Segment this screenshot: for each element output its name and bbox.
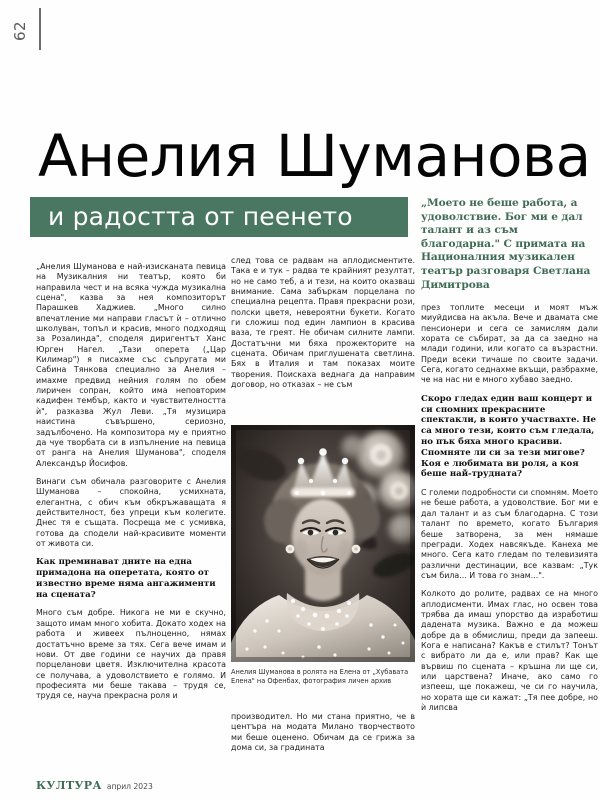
article-deck: „Моето не беше работа, а удоволствие. Бог ми е дал талант и аз съм благодарна." С примата на Националния музикален театър разговаря Светлана Димитрова xyxy=(421,197,591,291)
photo-caption: Анелия Шуманова в ролята на Елена от „Хубавата Елена" на Офенбах, фотография личен архив xyxy=(231,668,409,686)
folio xyxy=(8,8,48,68)
article-photo xyxy=(231,425,415,662)
footer-date: април 2023 xyxy=(106,782,153,791)
paragraph: Много съм добре. Никога не ми е скучно, защото имам много хобита. Докато ходех на работа и живеех пълноценно, нямах достатъчно време за тях. Сега вече имам и нови. От две години се научих да правя порцеланови цветя. Изключителна красота се получава, а удоволствието е голямо. И професията ми беше такава – трудя се, трудя се, науча прекрасна роля и xyxy=(36,608,226,701)
paragraph: С големи подробности си спомням. Моето не беше работа, а удоволствие. Бог ми е дал талант и аз съм благодарна. С този талант по времето, когато България беше затворена, за мен нямаше прегради. Ходех навсякъде. Канеха ме много. Сега като гледам по телевизията различни дестинации, все казвам: „Тук съм била... И това го знам...". xyxy=(421,488,598,580)
paragraph: производител. Но ми стана приятно, че в центъра на модата Милано творчеството ми беше оценено. Обичам да се грижа за дома си, за градината xyxy=(231,712,415,753)
article-column-2-continued xyxy=(231,712,415,753)
page-number: 62 xyxy=(11,20,29,42)
paragraph: Колкото до ролите, радвах се на много аплодисменти. Имах глас, но освен това трябва да имаш упорство да изработиш дадената музика. Важно е да можеш добре да в обмислиш, преди да запееш. Кога е написана? Какъв е стилът? Тонът с вибрато ли да е, или прав? Как ще вървиш по сцената – кръшна ли ще си, или царствена? Иначе, ако само го изпееш, ще покажеш, че си го научила, но хората ще си кажат: „Тя пее добре, но ѝ липсва xyxy=(421,589,598,712)
subhead-banner xyxy=(30,197,408,237)
interview-question: Скоро гледах един ваш концерт и си спомних прекрасните спектакли, в които участвахте. Не са много тези, които съм гледала, но пък бяха много красиви. Спомняте ли си за тези мигове? Коя е любимата ви роля, а коя беше най-трудната? xyxy=(421,393,596,480)
portrait-image xyxy=(231,425,415,662)
subhead-text: и радостта от пеенето xyxy=(48,202,353,231)
paragraph: след това се радвам на аплодисментите. Така е и тук – радва те крайният резултат, но не само теб, а и тези, на които оказваш внимание. Сама забъркам порцелана по специална рецепта. Правя прекрасни рози, полски цветя, невероятни букети. Когато ги сложиш под един лампион в красива ваза, те греят. Не обичам силните лампи. Достатъчни ми бяха прожекторите на сцената. Обичам приглушената светлина. Бях в Италия и там показах моите творения. Поискаха веднага да направим договор, но отказах – не съм xyxy=(231,256,415,390)
interview-question: Как преминават дните на една примадона на оперетата, която от известно време няма ангажименти на сцената? xyxy=(36,557,216,600)
footer-brand: КУЛТУРА xyxy=(36,779,102,792)
paragraph: „Анелия Шуманова е най-изисканата певица на Музикалния ни театър, която би направила чест и на всяка чужда музикална сцена", казва за нея композиторът Парашкев Хаджиев. „Много силно впечатление ми направи гласът ѝ – отлично школуван, топъл и красив, много подходящ за Розалинда", споделя диригентът Ханс Юрген Нагел. „Тази оперета („Цар Килимар") я писахме със съпругата ми Сабина Тянкова специално за Анелия – имахме предвид нейния голям по обем лиричен сопран, който има неповторим кадифен тембър, както и чувствителността ѝ", разказва Жул Леви. „Тя музицира наистина съвършено, сериозно, задълбочено. На композитора му е приятно да чуе творбата си в изпълнение на певица от ранга на Анелия Шуманова", споделя Александър Йосифов. xyxy=(36,262,226,468)
page-title: Анелия Шуманова xyxy=(38,122,591,190)
article-column-1 xyxy=(36,262,226,702)
folio-rule xyxy=(39,8,41,50)
paragraph: през топлите месеци и моят мъж миуйдисва на акъла. Вече и двамата сме пенсионери и сега се замислям дали хората се събират, за да са заедно на млади години, или когато са възрастни. Преди всеки тичаше по своите задачи. Сега, когато седнахме вкъщи, разбрахме, че на нас ни е много хубаво заедно. xyxy=(421,303,598,385)
footer xyxy=(36,779,153,792)
article-column-2 xyxy=(231,256,415,390)
paragraph: Винаги съм обичала разговорите с Анелия Шуманова – спокойна, усмихната, елегантна, с обич към обкръжаващата я действителност, без упреци към колегите. Днес тя е същата. Посреща ме с усмивка, готова да сподели най-красивите моменти от живота си. xyxy=(36,476,226,548)
article-column-3 xyxy=(421,303,598,713)
